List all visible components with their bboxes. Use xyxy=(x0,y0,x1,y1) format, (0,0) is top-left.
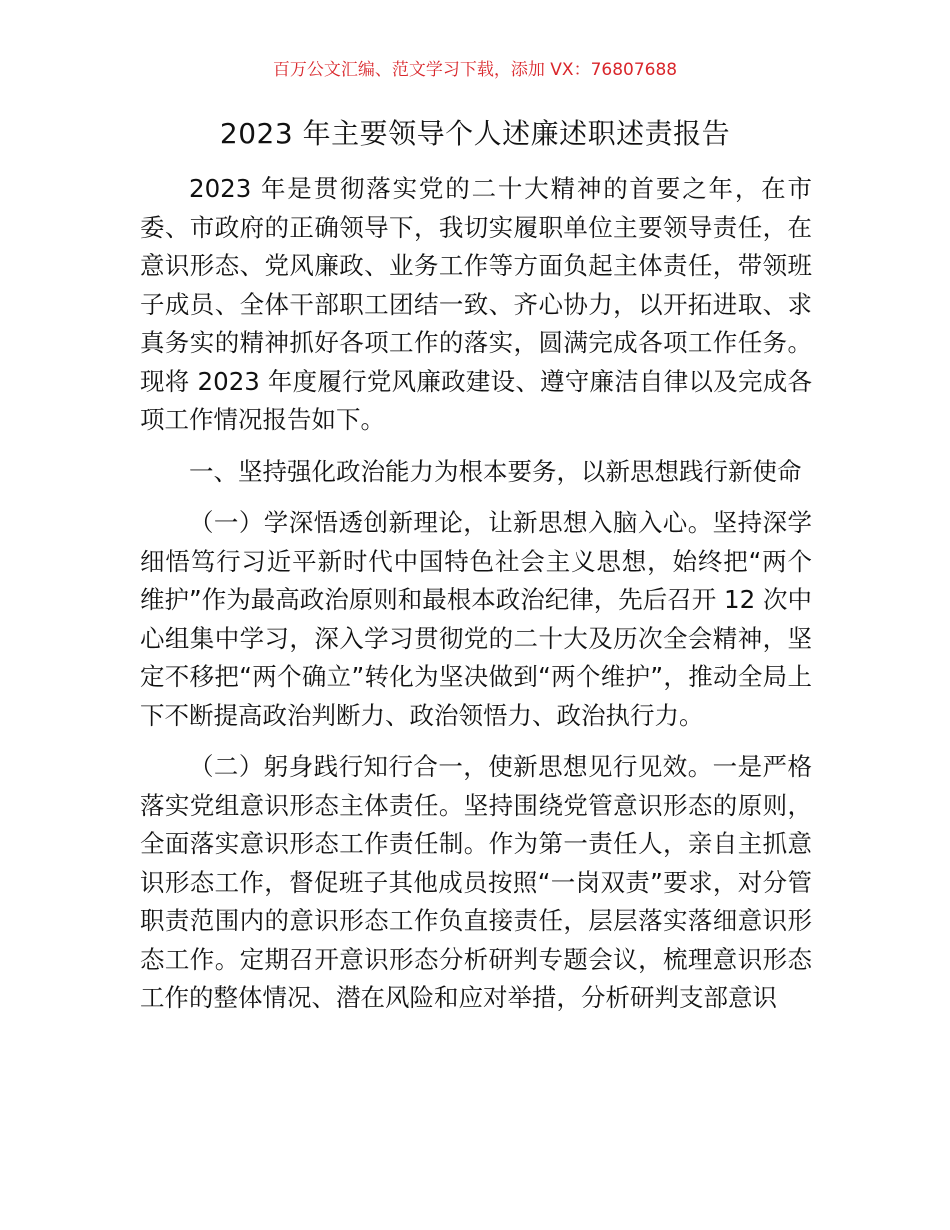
intro-paragraph: 2023 年是贯彻落实党的二十大精神的首要之年，在市委、市政府的正确领导下，我切实履职单位主要领导责任，在意识形态、党风廉政、业务工作等方面负起主体责任，带领班子成员、全体干部职工团结一致、齐心协力，以开拓进取、求真务实的精神抓好各项工作的落实，圆满完成各项工作任务。现将 2023 年度履行党风廉政建设、遵守廉洁自律以及完成各项工作情况报告如下。 xyxy=(140,174,812,434)
section-heading: 一、坚持强化政治能力为根本要务，以新思想践行新使命 xyxy=(189,456,802,486)
download-watermark-note: 百万公文汇编、范文学习下载，添加 VX：76807688 xyxy=(272,60,678,80)
subsection-paragraph-2: （二）躬身践行知行合一，使新思想见行见效。一是严格落实党组意识形态主体责任。坚持围绕党管意识形态的原则，全面落实意识形态工作责任制。作为第一责任人，亲自主抓意识形态工作，督促班子其他成员按照“一岗双责”要求，对分管职责范围内的意识形态工作负直接责任，层层落实落细意识形态工作。定期召开意识形态分析研判专题会议，梳理意识形态工作的整体情况、潜在风险和应对举措，分析研判支部意识 xyxy=(140,752,812,1012)
document-title: 2023 年主要领导个人述廉述职述责报告 xyxy=(219,117,731,150)
document-body xyxy=(140,170,812,1018)
subsection-paragraph-1: （一）学深悟透创新理论，让新思想入脑入心。坚持深学细悟笃行习近平新时代中国特色社会主义思想，始终把“两个维护”作为最高政治原则和最根本政治纪律，先后召开 12 次中心组集中学习，深入学习贯彻党的二十大及历次全会精神，坚定不移把“两个确立”转化为坚决做到“两个维护”，推动全局上下不断提高政治判断力、政治领悟力、政治执行力。 xyxy=(140,508,812,730)
